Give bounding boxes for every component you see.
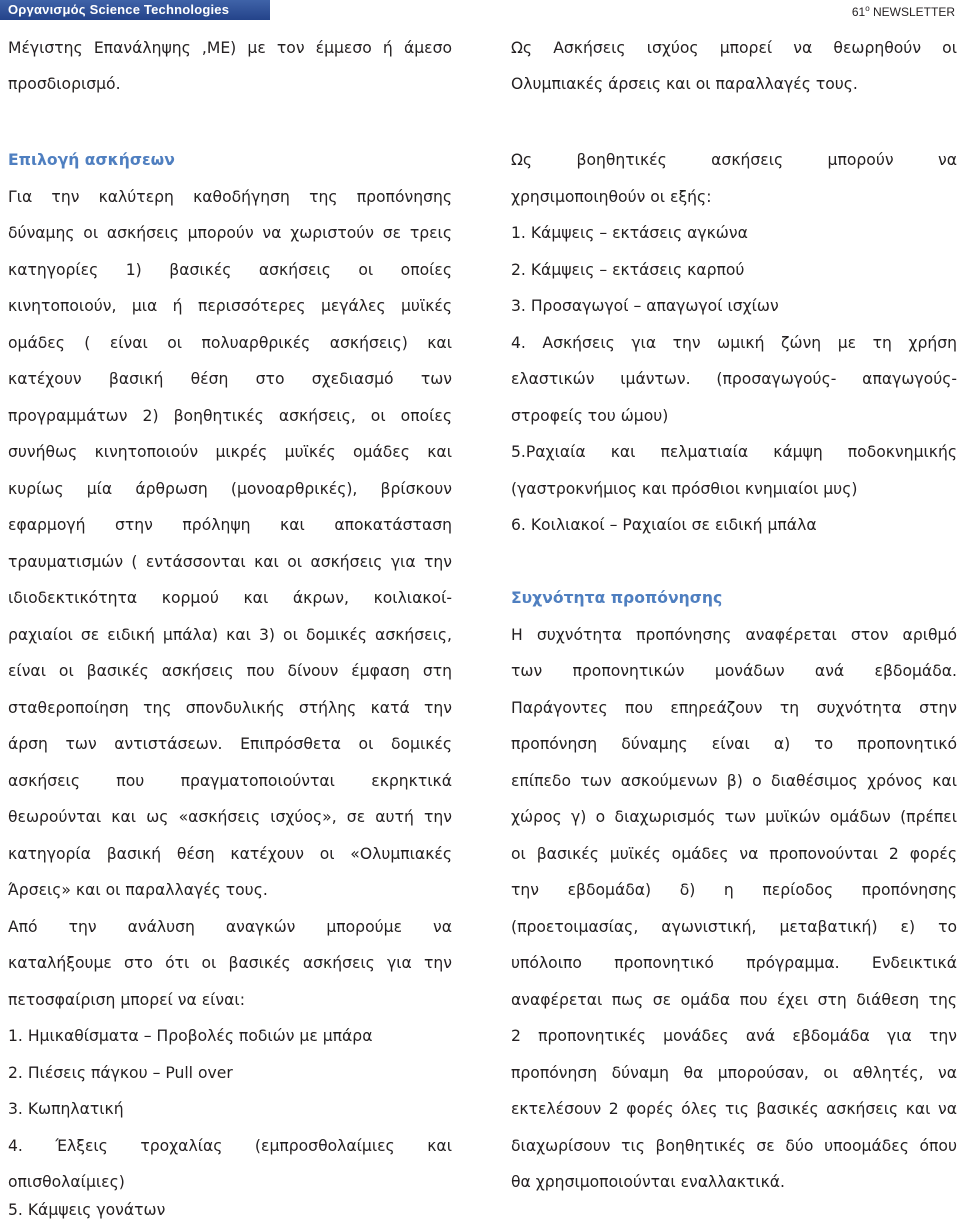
paragraph-line: τραυματισμών ( εντάσσονται και οι ασκήσεις για την [8,553,452,571]
paragraph-line: Παράγοντες που επηρεάζουν τη συχνότητα στην [511,699,957,717]
paragraph-line: υπόλοιπο προπονητικό πρόγραμμα. Ενδεικτικά [511,954,957,972]
paragraph-line: συνήθως κινητοποιούν μικρές μυϊκές ομάδες και [8,443,452,461]
paragraph-line: προπόνηση δύναμης είναι α) το προπονητικό [511,735,957,753]
list-item: 2. Πιέσεις πάγκου – Pull over [8,1064,233,1082]
paragraph-line: οι βασικές μυϊκές ομάδες να προπονούνται 2 φορές [511,845,957,863]
paragraph-line: σταθεροποίηση της σπονδυλικής στήλης κατά την [8,699,452,717]
issue-number: 61 [851,5,866,19]
heading-exercise-selection: Επιλογή ασκήσεων [8,151,175,169]
paragraph-line: χρησιμοποιηθούν οι εξής: [511,188,712,206]
paragraph-line: είναι οι βασικές ασκήσεις που δίνουν έμφαση στη [8,662,452,680]
list-item: 4. Έλξεις τροχαλίας (εμπροσθολαίμιες και [8,1137,452,1155]
paragraph-line: καταλήξουμε στο ότι οι βασικές ασκήσεις για την [8,954,452,972]
paragraph-line: (προετοιμασίας, αγωνιστική, μεταβατική) ε) το [511,918,957,936]
paragraph-line: Άρσεις» και οι παραλλαγές τους. [8,881,268,899]
list-item: 6. Κοιλιακοί – Ραχιαίοι σε ειδική μπάλα [511,516,817,534]
issue-ordinal: ο [865,4,870,13]
list-item: 1. Ημικαθίσματα – Προβολές ποδιών με μπάρα [8,1027,373,1045]
paragraph-line: κυρίως μία άρθρωση (μονοαρθρικές), βρίσκουν [8,480,452,498]
paragraph-line: πετοσφαίριση μπορεί να είναι: [8,991,245,1009]
paragraph-line: άρση των αντιστάσεων. Επιπρόσθετα οι δομικές [8,735,452,753]
list-item: οπισθολαίμιες) [8,1173,125,1191]
issue-label: NEWSLETTER [869,5,955,19]
list-item: 5.Ραχιαία και πελματιαία κάμψη ποδοκνημικής [511,443,957,461]
paragraph-line: προγραμμάτων 2) βοηθητικές ασκήσεις, οι οποίες [8,407,452,425]
paragraph-line: διαχωρίσουν τις βοηθητικές σε δύο υποομάδες όπου [511,1137,957,1155]
intro-line: Ως Ασκήσεις ισχύος μπορεί να θεωρηθούν οι [511,39,957,57]
paragraph-line: κινητοποιούν, μια ή περισσότερες μεγάλες μυϊκές [8,297,452,315]
paragraph-line: των προπονητικών μονάδων ανά εβδομάδα. [511,662,957,680]
heading-training-frequency: Συχνότητα προπόνησης [511,589,723,607]
paragraph-line: χώρος γ) ο διαχωρισμός των μυϊκών ομάδων (πρέπει [511,808,957,826]
paragraph-line: θα χρησιμοποιούνται εναλλακτικά. [511,1173,786,1191]
brand-name: Οργανισμός Science Technologies [8,2,230,17]
paragraph-line: αναφέρεται πως σε ομάδα που έχει στη διάθεση της [511,991,957,1009]
intro-line: προσδιορισμό. [8,75,121,93]
list-item: 4. Ασκήσεις για την ωμική ζώνη με τη χρήση [511,334,957,352]
paragraph-line: εκτελέσουν 2 φορές όλες τις βασικές ασκήσεις και να [511,1100,957,1118]
paragraph-line: 2 προπονητικές μονάδες ανά εβδομάδα για την [511,1027,957,1045]
paragraph-line: κατηγορία βασική θέση κατέχουν οι «Ολυμπιακές [8,845,452,863]
list-item: 3. Κωπηλατική [8,1100,124,1118]
list-item: 2. Κάμψεις – εκτάσεις καρπού [511,261,745,279]
list-item: στροφείς του ώμου) [511,407,669,425]
paragraph-line: εφαρμογή στην πρόληψη και αποκατάσταση [8,516,452,534]
paragraph-line: την εβδομάδα) δ) η περίοδος προπόνησης [511,881,957,899]
newsletter-issue [852,4,955,19]
paragraph-line: Από την ανάλυση αναγκών μπορούμε να [8,918,452,936]
paragraph-line: Ως βοηθητικές ασκήσεις μπορούν να [511,151,957,169]
paragraph-line: ομάδες ( είναι οι πολυαρθρικές ασκήσεις) και [8,334,452,352]
list-item: (γαστροκνήμιος και πρόσθιοι κνημιαίοι μυς) [511,480,858,498]
paragraph-line: ασκήσεις που πραγματοποιούνται εκρηκτικά [8,772,452,790]
paragraph-line: δύναμης οι ασκήσεις μπορούν να χωριστούν σε τρεις [8,224,452,242]
paragraph-line: προπόνηση δύναμη θα μπορούσαν, οι αθλητές, να [511,1064,957,1082]
paragraph-line: επίπεδο των ασκούμενων β) ο διαθέσιμος χρόνος και [511,772,957,790]
list-item: 1. Κάμψεις – εκτάσεις αγκώνα [511,224,748,242]
paragraph-line: ιδιοδεκτικότητα κορμού και άκρων, κοιλιακοί- [8,589,452,607]
paragraph-line: κατέχουν βασική θέση στο σχεδιασμό των [8,370,452,388]
paragraph-line: Για την καλύτερη καθοδήγηση της προπόνησης [8,188,452,206]
intro-line: Μέγιστης Επανάληψης ,ΜΕ) με τον έμμεσο ή άμεσο [8,39,452,57]
paragraph-line: Η συχνότητα προπόνησης αναφέρεται στον αριθμό [511,626,957,644]
list-item: 3. Προσαγωγοί – απαγωγοί ισχίων [511,297,779,315]
paragraph-line: θεωρούνται και ως «ασκήσεις ισχύος», σε αυτή την [8,808,452,826]
paragraph-line: κατηγορίες 1) βασικές ασκήσεις οι οποίες [8,261,452,279]
list-item: 5. Κάμψεις γονάτων [8,1201,166,1219]
brand-banner [0,0,270,20]
list-item: ελαστικών ιμάντων. (προσαγωγούς- απαγωγούς- [511,370,957,388]
paragraph-line: ραχιαίοι σε ειδική μπάλα) και 3) οι δομικές ασκήσεις, [8,626,452,644]
intro-line: Ολυμπιακές άρσεις και οι παραλλαγές τους. [511,75,858,93]
